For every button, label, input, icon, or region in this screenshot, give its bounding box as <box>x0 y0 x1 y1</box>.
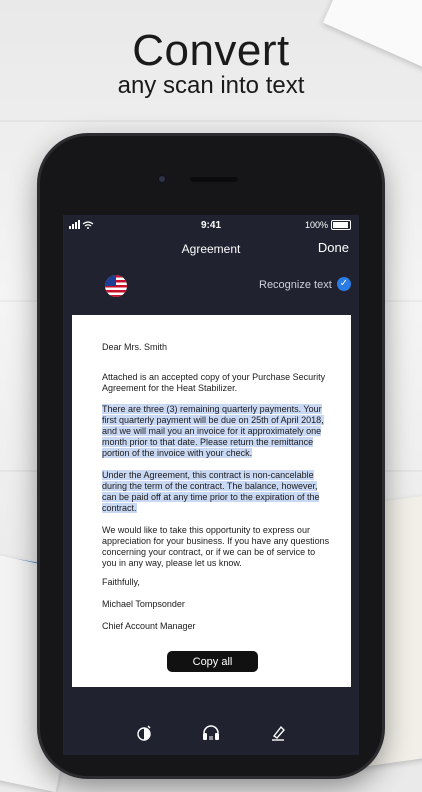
recognition-bar <box>63 267 359 305</box>
doc-paragraph-2 <box>102 404 332 459</box>
doc-paragraph-3 <box>102 470 332 514</box>
page-title: Agreement <box>181 242 241 256</box>
doc-signer-name: Michael Tompsonder <box>102 599 185 609</box>
doc-paragraph-4: We would like to take this opportunity to express our appreciation for your business. If you have any questions concerning your contract, or if we can be of service to you in any way, please let us know. <box>102 525 330 568</box>
promo-subhead: any scan into text <box>117 72 305 99</box>
doc-paragraph-1: Attached is an accepted copy of your Purchase Security Agreement for the Heat Stabilizer. <box>102 372 326 393</box>
doc-salutation: Dear Mrs. Smith <box>102 342 168 352</box>
status-time: 9:41 <box>200 220 221 231</box>
doc-signer-role: Chief Account Manager <box>102 621 196 631</box>
bottom-toolbar <box>63 711 359 755</box>
document-page <box>72 315 351 687</box>
contrast-icon[interactable] <box>133 722 155 744</box>
copy-all-button[interactable]: Copy all <box>167 651 258 672</box>
highlighted-text: Under the Agreement, this contract is non-cancelable during the term of the contract. The balance, however, can be paid off at any time prior to the expiration of the contract. <box>102 470 320 513</box>
navigation-bar <box>63 235 359 265</box>
doc-closing: Faithfully, <box>102 577 140 587</box>
app-screen <box>63 215 359 755</box>
highlighted-text: There are three (3) remaining quarterly payments. Your first quarterly payment will be due on 25th of April 2018, and we will mail you an invoice for it approximately one month prior to that date. Please return the remittance portion of the invoice with your check. <box>102 404 324 458</box>
status-bar <box>63 215 359 235</box>
us-flag-icon[interactable] <box>105 275 127 297</box>
battery-status <box>305 220 351 230</box>
background-plank <box>0 120 422 122</box>
edit-icon[interactable] <box>267 722 289 744</box>
battery-icon <box>331 220 351 230</box>
recognize-checkmark-icon[interactable]: ✓ <box>337 277 351 291</box>
text-export-icon[interactable] <box>200 722 222 744</box>
promo-headline: Convert <box>132 26 290 75</box>
done-button[interactable]: Done <box>317 240 349 255</box>
earpiece-speaker <box>190 177 238 182</box>
front-camera <box>157 174 167 184</box>
battery-percent: 100% <box>304 220 328 230</box>
recognize-text-label: Recognize text <box>259 279 332 291</box>
